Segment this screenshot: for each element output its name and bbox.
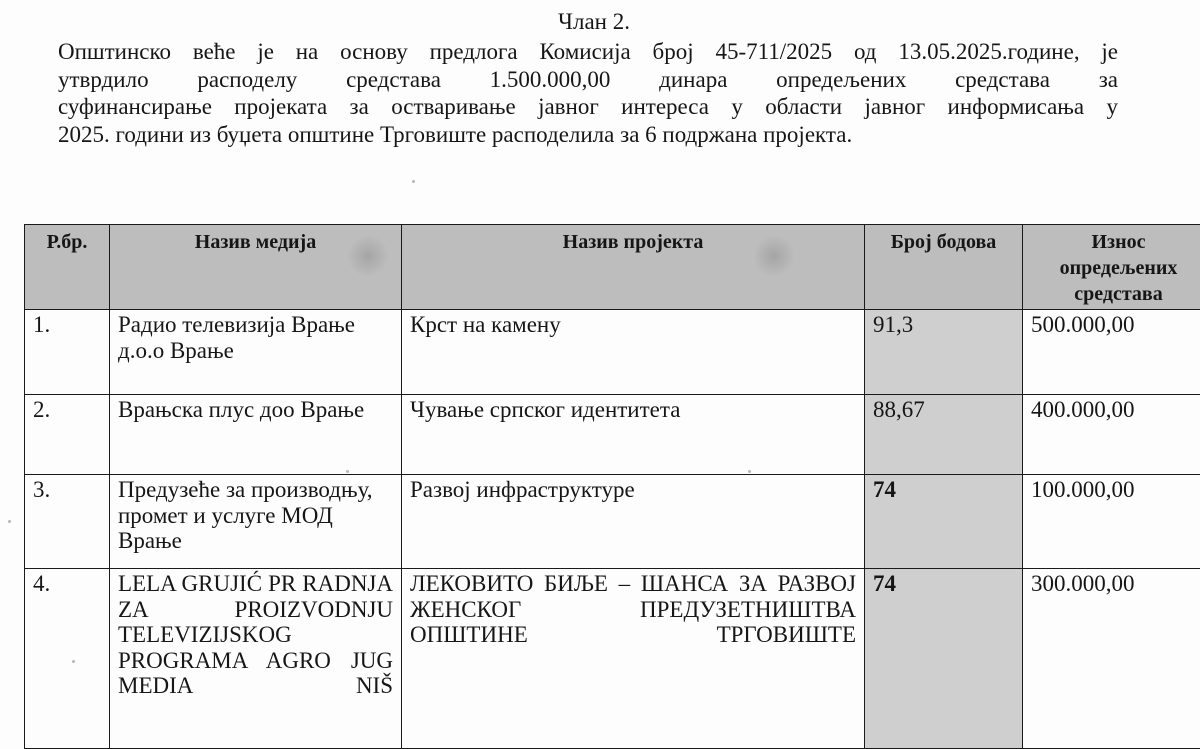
scan-speck <box>8 520 11 523</box>
cell-media: LELA GRUJIĆ PR RADNJA ZA PROIZVODNJU TELEVIZIJSKOG PROGRAMA AGRO JUG MEDIA NIŠ <box>110 569 402 749</box>
scan-smudge <box>346 236 390 276</box>
paragraph-line: утврдило расподелу средстава 1.500.000,00 динара опредељених средстава за <box>58 66 1118 94</box>
scan-speck <box>748 470 751 473</box>
cell-amount: 100.000,00 <box>1023 475 1200 569</box>
paragraph-line: суфинансирање пројеката за остваривање јавног интереса у области јавног информисања у <box>58 93 1118 121</box>
scan-smudge <box>752 236 796 276</box>
cell-rb: 3. <box>25 475 110 569</box>
scan-speck <box>72 660 75 663</box>
header-amount: Износ опредељених средстава <box>1023 225 1200 310</box>
table-row <box>25 395 1200 475</box>
cell-rb: 2. <box>25 395 110 475</box>
paragraph-line: Општинско веће је на основу предлога Комисија број 45-711/2025 од 13.05.2025.године, је <box>58 38 1118 66</box>
cell-rb: 1. <box>25 310 110 395</box>
cell-project: ЛЕКОВИТО БИЉЕ – ШАНСА ЗА РАЗВОЈ ЖЕНСКОГ ПРЕДУЗЕТНИШТВА ОПШТИНЕ ТРГОВИШТЕ <box>402 569 865 749</box>
cell-amount: 500.000,00 <box>1023 310 1200 395</box>
cell-amount: 400.000,00 <box>1023 395 1200 475</box>
cell-points: 74 <box>865 475 1023 569</box>
header-project: Назив пројекта <box>402 225 865 310</box>
cell-media: Врањска плус доо Врање <box>110 395 402 475</box>
scan-speck <box>412 180 415 183</box>
table-header-row <box>25 225 1200 310</box>
cell-project: Развој инфраструктуре <box>402 475 865 569</box>
cell-media: Радио телевизија Врање д.о.о Врање <box>110 310 402 395</box>
scan-speck <box>346 470 349 473</box>
paragraph-line: 2025. години из буџета општине Трговиште расподелила за 6 подржана пројекта. <box>58 121 1118 149</box>
cell-points: 88,67 <box>865 395 1023 475</box>
cell-amount: 300.000,00 <box>1023 569 1200 749</box>
cell-project: Чување српског идентитета <box>402 395 865 475</box>
table-row <box>25 475 1200 569</box>
header-points: Број бодова <box>865 225 1023 310</box>
article-heading: Члан 2. <box>0 8 1200 36</box>
cell-project: Крст на камену <box>402 310 865 395</box>
table-row <box>25 569 1200 749</box>
cell-media: Предузеће за производњу, промет и услуге МОД Врање <box>110 475 402 569</box>
header-rb: Р.бр. <box>25 225 110 310</box>
article-paragraph <box>58 38 1118 148</box>
allocation-table <box>24 224 1200 749</box>
cell-points: 91,3 <box>865 310 1023 395</box>
header-media: Назив медија <box>110 225 402 310</box>
table-row <box>25 310 1200 395</box>
cell-points: 74 <box>865 569 1023 749</box>
cell-rb: 4. <box>25 569 110 749</box>
